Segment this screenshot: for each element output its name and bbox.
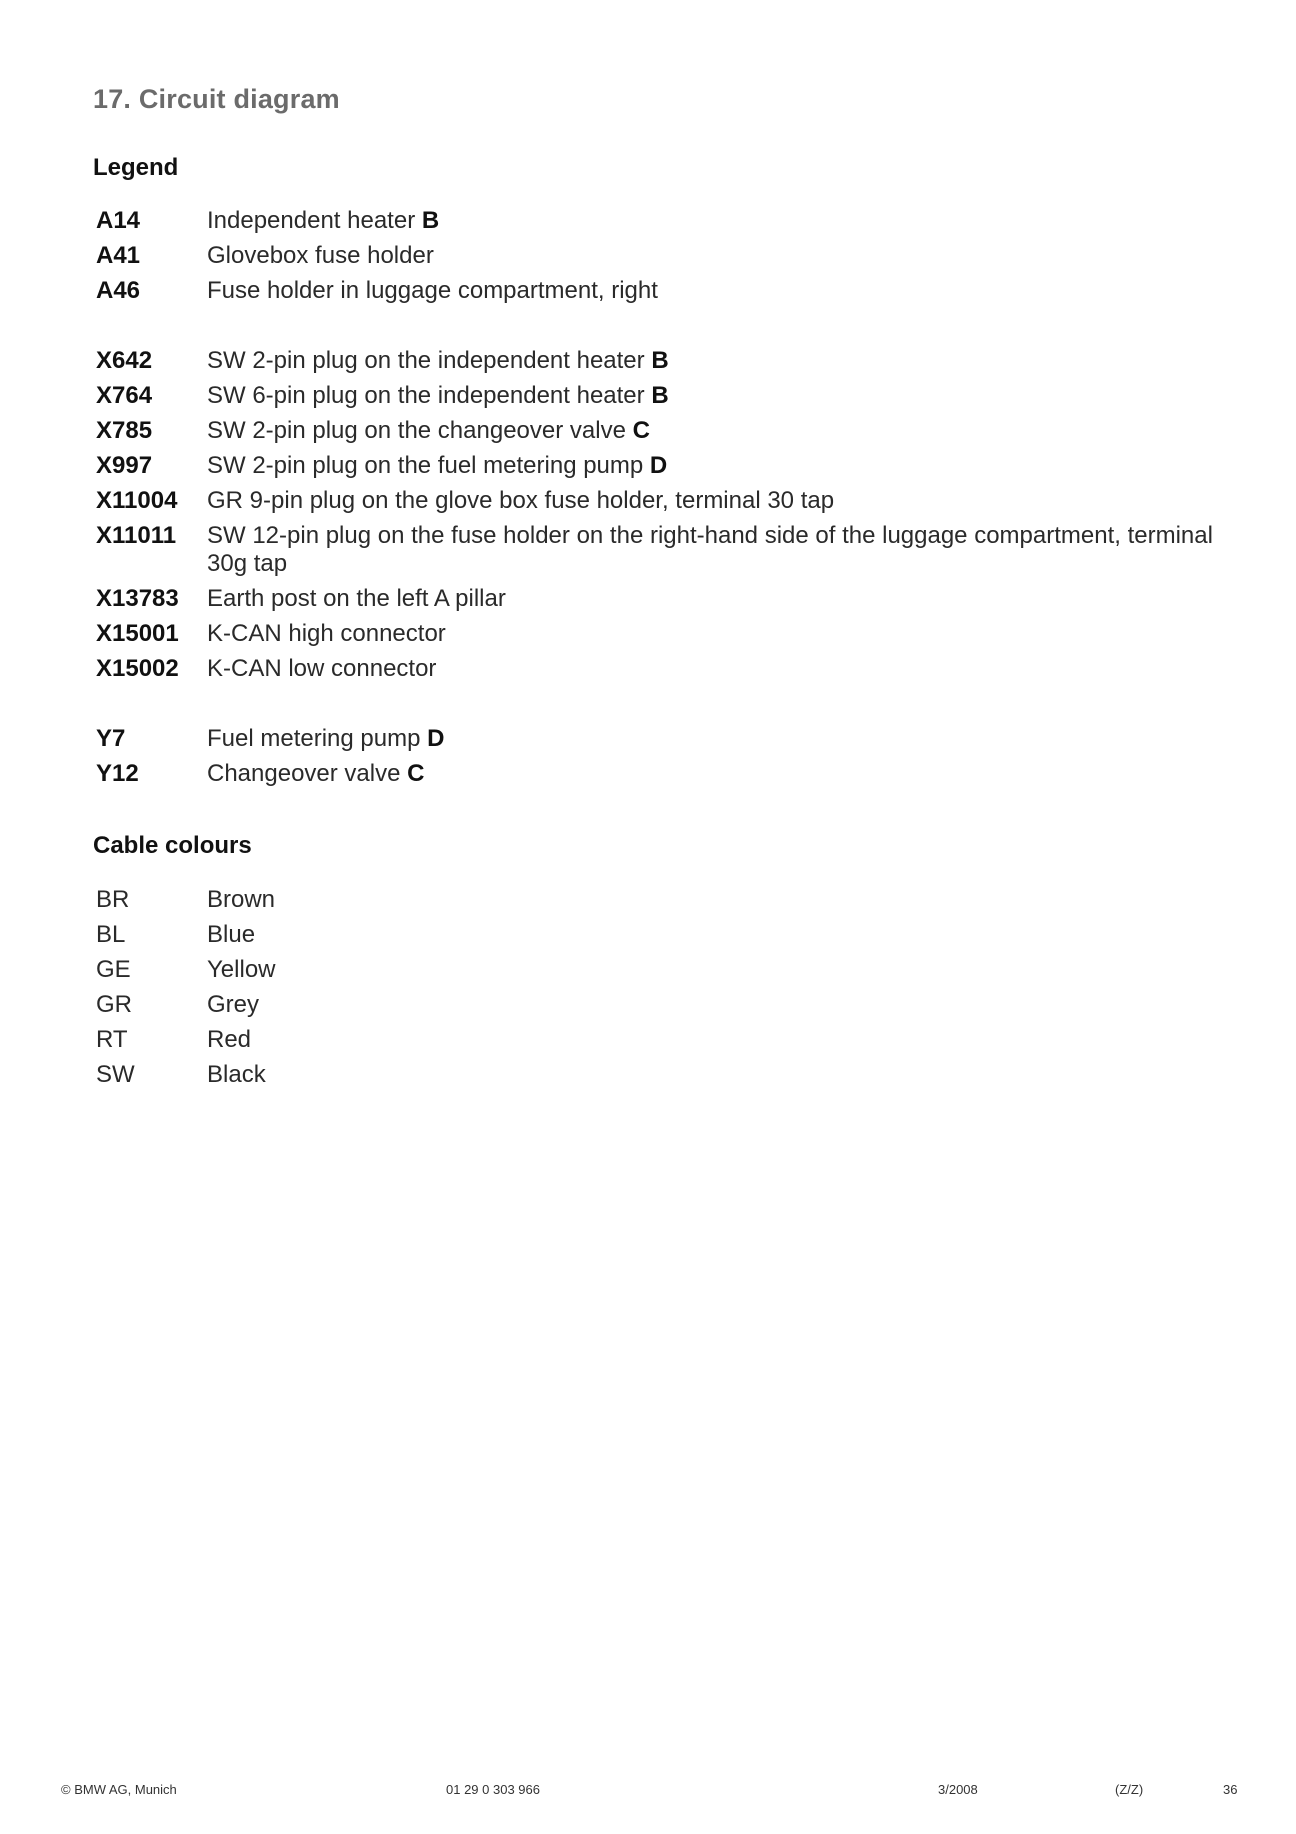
colour-code: RT	[96, 1026, 128, 1053]
colour-name: Blue	[207, 921, 256, 948]
colour-name: Brown	[207, 886, 276, 913]
footer-page-number: 36	[1223, 1782, 1238, 1797]
legend-code: A14	[96, 207, 141, 234]
legend-item	[96, 620, 1216, 648]
legend-item	[96, 242, 1216, 270]
colour-code: GR	[96, 991, 132, 1018]
colour-name: Yellow	[207, 956, 276, 983]
footer-date: 3/2008	[938, 1782, 978, 1797]
colour-item	[96, 886, 1216, 914]
legend-description: Earth post on the left A pillar	[207, 585, 506, 612]
legend-description: Fuse holder in luggage compartment, right	[207, 277, 658, 304]
footer-copyright: © BMW AG, Munich	[61, 1782, 177, 1797]
colour-code: GE	[96, 956, 131, 983]
legend-code: X11004	[96, 487, 178, 514]
legend-code: X15001	[96, 620, 179, 647]
legend-item	[96, 207, 1216, 235]
legend-item	[96, 655, 1216, 683]
legend-description: SW 12-pin plug on the fuse holder on the right-hand side of the luggage compartment, terminal 30g tap	[207, 522, 1213, 577]
legend-code: A41	[96, 242, 141, 269]
legend-description: Fuel metering pump D	[207, 725, 445, 752]
legend-item	[96, 487, 1216, 515]
colour-item	[96, 956, 1216, 984]
colour-item	[96, 921, 1216, 949]
legend-code: Y12	[96, 760, 139, 787]
cable-colours-list	[96, 886, 1216, 1096]
colour-code: BL	[96, 921, 126, 948]
colour-code: BR	[96, 886, 130, 913]
legend-description: GR 9-pin plug on the glove box fuse holder, terminal 30 tap	[207, 487, 835, 514]
legend-code: Y7	[96, 725, 126, 752]
legend-heading: Legend	[93, 154, 179, 181]
legend-code: X13783	[96, 585, 179, 612]
legend-group-a	[96, 207, 1216, 312]
legend-item	[96, 277, 1216, 305]
legend-item	[96, 725, 1216, 753]
legend-item	[96, 382, 1216, 410]
legend-description: Changeover valve C	[207, 760, 425, 787]
legend-item	[96, 760, 1216, 788]
legend-item	[96, 452, 1216, 480]
cable-colours-heading: Cable colours	[93, 832, 252, 859]
legend-description: K-CAN high connector	[207, 620, 446, 647]
legend-description: SW 2-pin plug on the changeover valve C	[207, 417, 650, 444]
colour-name: Red	[207, 1026, 252, 1053]
legend-code: A46	[96, 277, 141, 304]
legend-description: SW 2-pin plug on the fuel metering pump D	[207, 452, 668, 479]
legend-code: X764	[96, 382, 153, 409]
legend-description: K-CAN low connector	[207, 655, 437, 682]
colour-code: SW	[96, 1061, 135, 1088]
legend-code: X997	[96, 452, 153, 479]
legend-code: X15002	[96, 655, 179, 682]
legend-group-x	[96, 347, 1216, 690]
legend-item	[96, 417, 1216, 445]
legend-description: SW 2-pin plug on the independent heater B	[207, 347, 669, 374]
legend-description: Independent heater B	[207, 207, 440, 234]
colour-name: Grey	[207, 991, 260, 1018]
colour-name: Black	[207, 1061, 266, 1088]
legend-description: Glovebox fuse holder	[207, 242, 434, 269]
footer-code: (Z/Z)	[1115, 1782, 1144, 1797]
legend-code: X642	[96, 347, 153, 374]
legend-item	[96, 522, 1216, 578]
colour-item	[96, 991, 1216, 1019]
legend-item	[96, 347, 1216, 375]
legend-code: X785	[96, 417, 153, 444]
colour-item	[96, 1026, 1216, 1054]
legend-group-y	[96, 725, 1216, 795]
legend-description: SW 6-pin plug on the independent heater B	[207, 382, 669, 409]
footer-doc-number: 01 29 0 303 966	[446, 1782, 540, 1797]
legend-code: X11011	[96, 522, 177, 549]
page-title: 17. Circuit diagram	[93, 84, 340, 114]
legend-item	[96, 585, 1216, 613]
colour-item	[96, 1061, 1216, 1089]
